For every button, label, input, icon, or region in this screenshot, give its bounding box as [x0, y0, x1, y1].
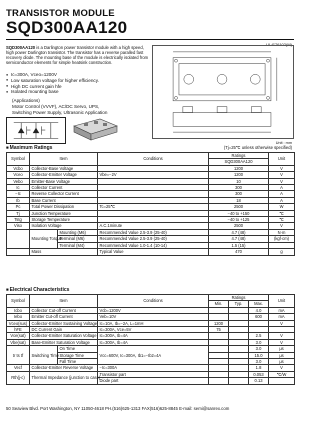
item-cell: Base-Emitter Saturation Voltage [30, 339, 98, 345]
value-cell: 10 [209, 178, 269, 184]
col-header: Typ. [229, 301, 249, 307]
unit-cell: V [269, 172, 295, 178]
unit-cell: A [269, 191, 295, 197]
value-cell: 1200 [209, 165, 269, 171]
conditions-cell: Vbe=−2V [98, 172, 209, 178]
item-cell: Reverse Collector Current [30, 191, 98, 197]
conditions-cell: Ic=300A, Ib=4A [98, 339, 209, 345]
symbol-cell: Vceo(sus) [7, 320, 30, 326]
value-cell: 4.7 (48) [209, 236, 269, 242]
symbol-cell: Vce(sat) [7, 333, 30, 339]
unit-cell: V [269, 178, 295, 184]
symbol-cell: Vcbo [7, 165, 30, 171]
unit-cell: μs [269, 346, 295, 352]
min-cell [209, 378, 229, 384]
col-header: Ratings [209, 295, 269, 301]
symbol-cell [7, 249, 30, 255]
max-cell: 0.053 [249, 371, 269, 377]
table-row [7, 249, 295, 255]
max-cell: 4.0 [249, 307, 269, 313]
conditions-cell: Recommended Value 2.5-3.9 (25-40) [98, 236, 209, 242]
item-cell: Switching Time [30, 346, 58, 365]
unit-cell: V [269, 165, 295, 171]
max-cell: 3.0 [249, 339, 269, 345]
col-header: Conditions [98, 153, 209, 166]
symbol-cell: Vbe(sat) [7, 339, 30, 345]
col-header: Symbol [7, 153, 30, 166]
max-ratings-heading: ■ Maximum Ratings [6, 145, 52, 151]
value-cell: 1200 [209, 172, 269, 178]
value-cell: −40 to +150 [209, 210, 269, 216]
max-cell: 3.0 [249, 359, 269, 365]
unit-cell: (kgf·cm) [269, 236, 295, 242]
item-cell: Emitter-Base Voltage [30, 178, 98, 184]
col-header: Unit [269, 295, 295, 308]
conditions-cell: Vcc=600V, Ic=300A, Ib1=−Ib2=4A [98, 346, 209, 365]
unit-cell: A [269, 197, 295, 203]
value-cell: 300 [209, 185, 269, 191]
applications-heading: (Applications) [12, 98, 40, 103]
unit-cell: ℃ [269, 210, 295, 216]
item-cell: Collector Cut-off Current [30, 307, 98, 313]
value-cell: 2500 [209, 223, 269, 229]
max-cell: 600 [249, 314, 269, 320]
conditions-cell: Ic=300A, Ib=4A [98, 333, 209, 339]
symbol-cell: Viso [7, 223, 30, 229]
col-header: Ratings [209, 153, 269, 159]
item-cell: Collector-Emitter Voltage [30, 172, 98, 178]
unit-cell: A [269, 185, 295, 191]
symbol-cell: Iebo [7, 314, 30, 320]
value-cell: 2500 [209, 204, 269, 210]
col-header: Max. [249, 301, 269, 307]
item-cell: Emitter Cut-off Current [30, 314, 98, 320]
max-cell: 3.0 [249, 346, 269, 352]
item-cell: Base Current [30, 197, 98, 203]
item-cell: Junction Temperature [30, 210, 98, 216]
item-cell: On Time [58, 346, 98, 352]
conditions-cell: Vcb=1200V [98, 307, 209, 313]
max-ratings-table [6, 152, 295, 256]
item-cell: Mounting (M6) [58, 229, 98, 235]
conditions-cell: Tc=25℃ [98, 204, 209, 210]
feature-item: ● Low saturation voltage for higher efficiency. [6, 78, 152, 84]
symbol-cell [7, 229, 30, 248]
item-cell: Collector-Base Voltage [30, 165, 98, 171]
col-header: SQD300AA120 [209, 159, 269, 165]
unit-cell: g [269, 249, 295, 255]
intro-text: is a Darlington power transistor module with a high speed, high power Darlington transistor. The transistor has a reverse paralled fast recovery diode. The mounting base of the module is electrically isolated from semiconductor elements for simple heatsink construction. [6, 45, 149, 65]
col-header: Min. [209, 301, 229, 307]
ul-mark: UL:E76102(M) [265, 42, 292, 47]
application-line: Motor Control (VVVF), AC/DC Servo, UPS, [12, 104, 100, 109]
symbol-cell: Rth(j-c) [7, 371, 30, 384]
unit-cell: mA [269, 307, 295, 313]
item-cell: Terminal (M6) [58, 236, 98, 242]
symbol-cell: −Ic [7, 191, 30, 197]
module-subtitle: TRANSISTOR MODULE [6, 8, 115, 19]
item-cell: Mounting Torque [30, 229, 58, 248]
item-cell: Total Power Dissipation [30, 204, 98, 210]
conditions-cell: Veb=10V [98, 314, 209, 320]
col-header: Item [30, 295, 98, 308]
col-header: Item [30, 153, 98, 166]
footer-address: 50 Seaview Blvd. Port Washington, NY 11050-4618 PH.(516)625-1313 FAX(516)625-8845 E-mail: semi@sanrex.com [6, 406, 230, 411]
conditions-cell: Diode part [98, 378, 209, 384]
electrical-body [7, 307, 295, 384]
symbol-cell: Vecf [7, 365, 30, 371]
unit-cell: ℃ [269, 217, 295, 223]
conditions-cell: Recommended Value 2.5-3.9 (25-40) [98, 229, 209, 235]
conditions-cell: Typical Value [98, 249, 209, 255]
col-header: Unit [269, 153, 295, 166]
unit-cell: ℃/W [269, 371, 295, 377]
max-cell: 15.0 [249, 352, 269, 358]
max-ratings-note: (Tj=25℃ unless otherwise specified) [223, 145, 292, 150]
symbol-cell: Tj [7, 210, 30, 216]
conditions-cell: Ic=10A, Ib=−2A, L=1mH [98, 320, 209, 326]
feature-list [6, 72, 152, 95]
item-cell: Collector-Emitter Reverse Voltage [30, 365, 98, 371]
symbol-cell: Vceo [7, 172, 30, 178]
item-cell: Fall Time [58, 359, 98, 365]
unit-cell: N·m [269, 229, 295, 235]
module-photo [70, 114, 120, 144]
item-cell: Storage Temperature [30, 217, 98, 223]
item-cell: Collector-Emitter Saturation Voltage [31, 333, 97, 339]
intro-part-name: SQD300AA120 [6, 45, 36, 50]
title-rule [6, 39, 294, 40]
symbol-cell: Icbo [7, 307, 30, 313]
item-cell: Isolation Voltage [30, 223, 98, 229]
symbol-cell: Pc [7, 204, 30, 210]
value-cell: 18 [209, 197, 269, 203]
conditions-cell: Ic=300A, Vce=5V [98, 327, 209, 333]
unit-cell: V [269, 223, 295, 229]
min-cell: 1200 [209, 320, 229, 326]
unit-cell: V [269, 339, 295, 345]
circuit-diagram [6, 117, 66, 144]
col-header: Conditions [98, 295, 209, 308]
value-cell: −40 to +125 [209, 217, 269, 223]
electrical-heading: ■ Electrical Characteristics [6, 287, 69, 293]
symbol-cell: tr ts tf [7, 346, 30, 365]
typ-cell [229, 378, 249, 384]
value-cell: 300 [209, 191, 269, 197]
item-cell: Thermal Impedance (junction to case) [30, 371, 98, 384]
part-title: SQD300AA120 [6, 18, 128, 37]
symbol-cell: Ic [7, 185, 30, 191]
feature-item: ● High DC current gain hfe [6, 84, 152, 90]
conditions-cell: Recommended Value 1.0-1.4 (10-14) [98, 242, 209, 248]
max-cell: 0.13 [249, 378, 269, 384]
application-line: Switching Power Supply, Ultrasonic Application [12, 109, 108, 115]
conditions-cell: −Ic=300A [98, 365, 209, 371]
item-cell: Collector-Emitter Sustaining Voltage [31, 320, 98, 326]
item-cell: Storage Time [58, 352, 98, 358]
item-cell: Collector Current [30, 185, 98, 191]
conditions-cell: Transistor part [98, 371, 209, 377]
item-cell: Mass [30, 249, 98, 255]
symbol-cell: hFE [7, 327, 30, 333]
unit-cell: V [269, 365, 295, 371]
symbol-cell: Vebo [7, 178, 30, 184]
min-cell: 75 [209, 327, 229, 333]
drawing-unit-label: Unit : mm [275, 141, 292, 145]
max-ratings-body [7, 165, 295, 255]
item-cell: Terminal (M4) [58, 242, 98, 248]
feature-item: ● Isolated mounting base [6, 89, 152, 95]
conditions-cell: A.C.1minute [98, 223, 209, 229]
unit-cell: mA [269, 314, 295, 320]
value-cell: 1.5 (15) [209, 242, 269, 248]
intro-paragraph [6, 45, 152, 65]
value-cell: 470 [209, 249, 269, 255]
outline-drawing [152, 45, 294, 139]
max-cell: 2.5 [249, 333, 269, 339]
unit-cell: W [269, 204, 295, 210]
unit-cell: V [269, 333, 295, 339]
col-header: Symbol [7, 295, 30, 308]
max-cell: 1.8 [249, 365, 269, 371]
feature-item: ● Ic=300A, Vceo=1200V [6, 72, 152, 78]
unit-cell: μs [269, 359, 295, 365]
item-cell: DC Current Gain [30, 327, 98, 333]
unit-cell: μs [269, 352, 295, 358]
value-cell: 4.7 (48) [209, 229, 269, 235]
unit-cell [269, 378, 295, 384]
unit-cell: V [269, 320, 295, 326]
electrical-table [6, 294, 295, 385]
symbol-cell: Tstg [7, 217, 30, 223]
symbol-cell: Ib [7, 197, 30, 203]
